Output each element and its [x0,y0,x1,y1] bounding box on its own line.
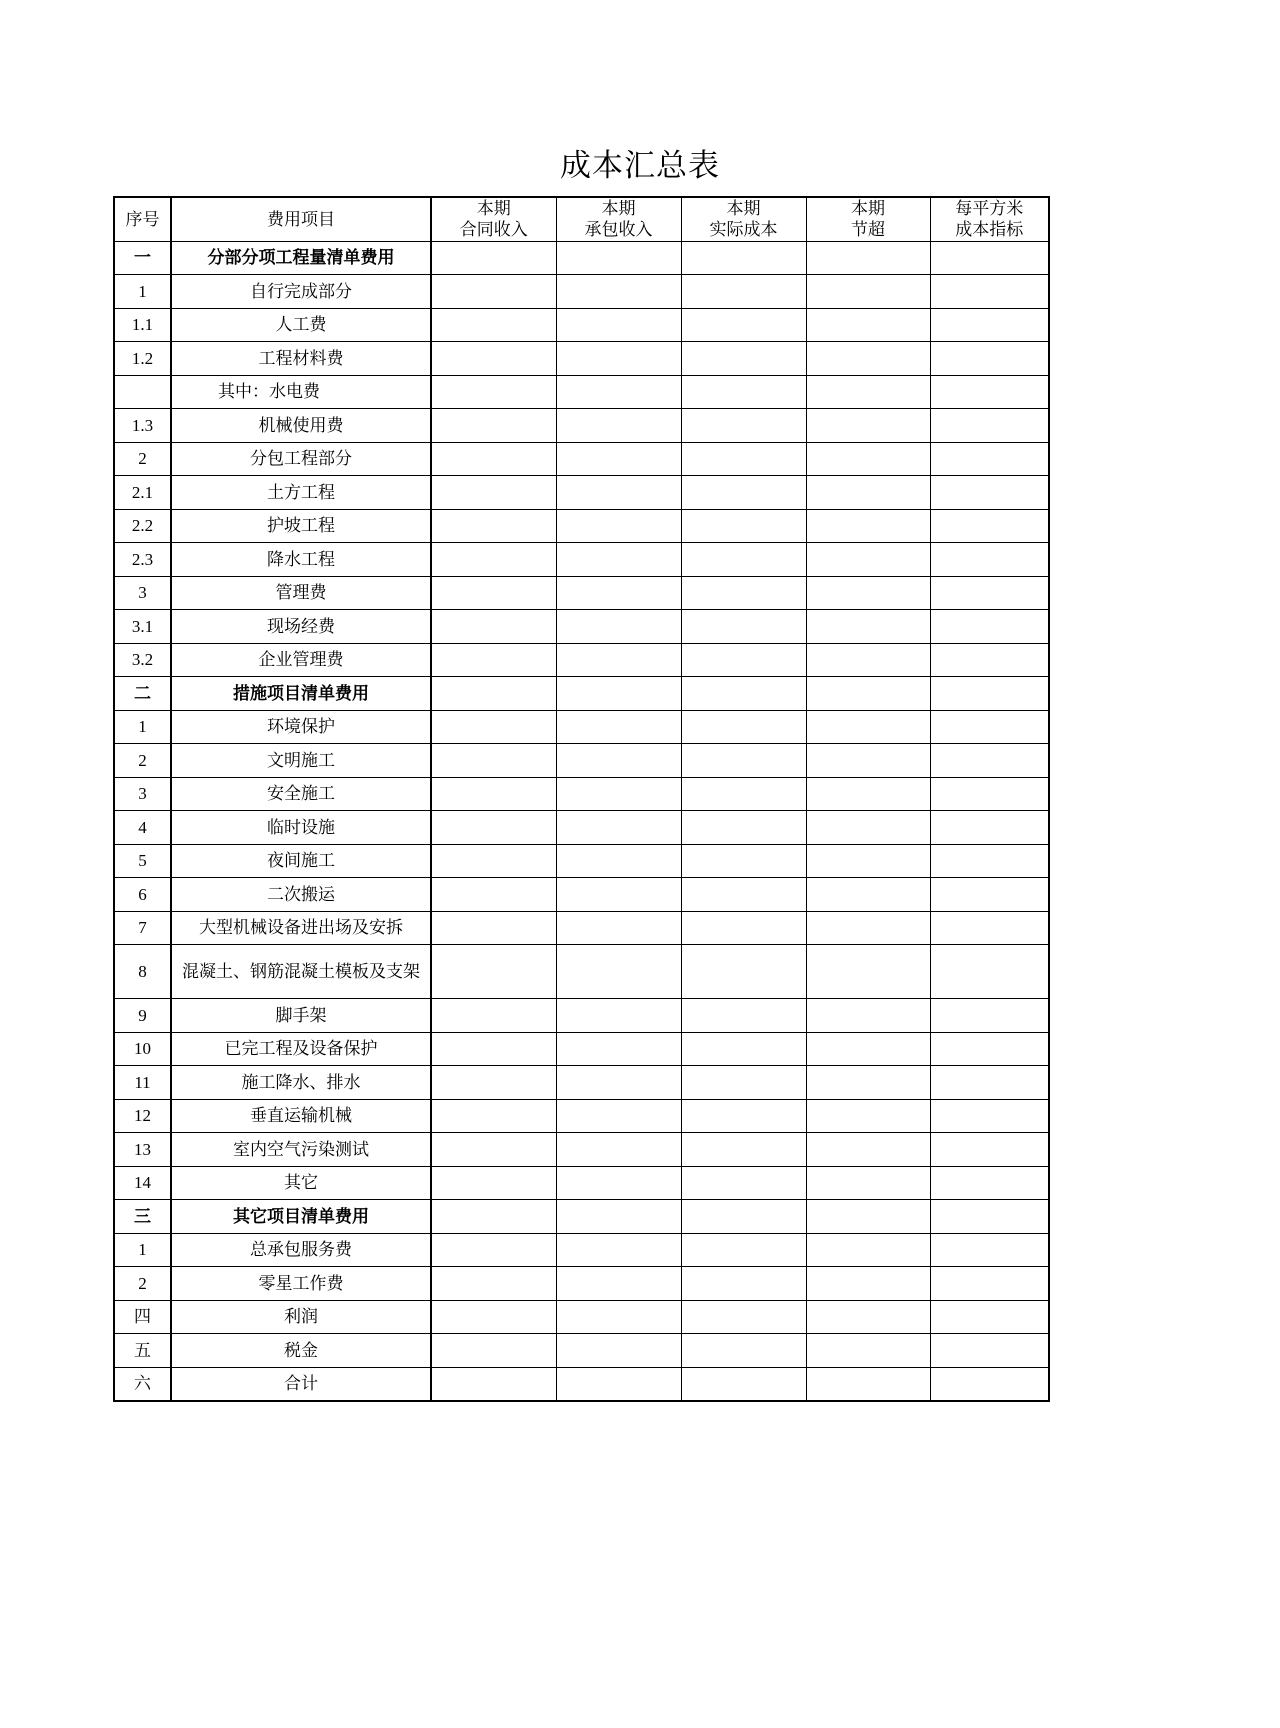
cell-contract_rev[interactable] [431,308,556,342]
cell-contract_rev[interactable] [431,1032,556,1066]
cell-subcon_rev[interactable] [556,1133,681,1167]
table-row [114,777,1049,811]
cell-per_sqm[interactable] [930,610,1049,644]
cell-actual_cost[interactable] [681,610,806,644]
table-header-row [114,197,1049,241]
cell-per_sqm[interactable] [930,1334,1049,1368]
cell-per_sqm[interactable] [930,1032,1049,1066]
cell-variance[interactable] [806,777,930,811]
row-item-name: 大型机械设备进出场及安拆 [171,911,431,945]
cell-variance[interactable] [806,945,930,999]
cell-contract_rev[interactable] [431,576,556,610]
cell-actual_cost[interactable] [681,710,806,744]
cell-contract_rev[interactable] [431,1099,556,1133]
cell-per_sqm[interactable] [930,442,1049,476]
cell-actual_cost[interactable] [681,375,806,409]
row-item-name: 夜间施工 [171,844,431,878]
column-header-line: 本期 [601,199,636,218]
cell-subcon_rev[interactable] [556,308,681,342]
table-row [114,744,1049,778]
table-body [114,241,1049,1401]
cell-actual_cost[interactable] [681,308,806,342]
cell-variance[interactable] [806,610,930,644]
cell-actual_cost[interactable] [681,476,806,510]
cell-contract_rev[interactable] [431,811,556,845]
cell-per_sqm[interactable] [930,677,1049,711]
cell-subcon_rev[interactable] [556,677,681,711]
cell-per_sqm[interactable] [930,710,1049,744]
cell-variance[interactable] [806,476,930,510]
table-row [114,1200,1049,1234]
cell-variance[interactable] [806,911,930,945]
row-item-name: 施工降水、排水 [171,1066,431,1100]
cell-variance[interactable] [806,375,930,409]
row-sequence-number: 9 [114,999,171,1033]
cell-variance[interactable] [806,543,930,577]
cell-actual_cost[interactable] [681,744,806,778]
cell-actual_cost[interactable] [681,1200,806,1234]
cell-contract_rev[interactable] [431,844,556,878]
row-item-name: 人工费 [171,308,431,342]
table-row [114,1099,1049,1133]
row-sequence-number: 13 [114,1133,171,1167]
row-sequence-number: 2 [114,1267,171,1301]
cell-subcon_rev[interactable] [556,509,681,543]
column-header-line: 序号 [125,209,160,229]
row-sequence-number: 3.2 [114,643,171,677]
cell-variance[interactable] [806,342,930,376]
cell-subcon_rev[interactable] [556,1099,681,1133]
cell-subcon_rev[interactable] [556,878,681,912]
column-header-line: 实际成本 [709,220,778,240]
cost-summary-table-wrapper [113,196,1048,1402]
cell-per_sqm[interactable] [930,1367,1049,1401]
table-row [114,911,1049,945]
table-row [114,610,1049,644]
cell-subcon_rev[interactable] [556,643,681,677]
column-header-subcon_rev [556,197,681,241]
row-sequence-number: 11 [114,1066,171,1100]
cell-actual_cost[interactable] [681,677,806,711]
cell-contract_rev[interactable] [431,643,556,677]
table-row [114,844,1049,878]
row-item-name: 脚手架 [171,999,431,1033]
table-row [114,999,1049,1033]
row-sequence-number: 1 [114,710,171,744]
cell-variance[interactable] [806,1300,930,1334]
row-sequence-number: 2.1 [114,476,171,510]
table-row [114,375,1049,409]
cell-subcon_rev[interactable] [556,543,681,577]
cell-subcon_rev[interactable] [556,241,681,275]
cell-subcon_rev[interactable] [556,576,681,610]
cell-per_sqm[interactable] [930,643,1049,677]
row-item-name: 已完工程及设备保护 [171,1032,431,1066]
row-sequence-number: 1 [114,275,171,309]
row-item-name: 其它项目清单费用 [171,1200,431,1234]
cell-per_sqm[interactable] [930,1066,1049,1100]
table-row [114,1334,1049,1368]
cell-subcon_rev[interactable] [556,844,681,878]
cell-subcon_rev[interactable] [556,442,681,476]
cell-subcon_rev[interactable] [556,409,681,443]
cell-per_sqm[interactable] [930,1267,1049,1301]
table-row [114,543,1049,577]
cell-subcon_rev[interactable] [556,811,681,845]
cell-variance[interactable] [806,1166,930,1200]
row-sequence-number: 8 [114,945,171,999]
row-sequence-number: 3.1 [114,610,171,644]
cell-per_sqm[interactable] [930,509,1049,543]
row-item-name: 企业管理费 [171,643,431,677]
column-header-line: 本期 [476,199,511,218]
table-row [114,576,1049,610]
cell-actual_cost[interactable] [681,509,806,543]
cell-actual_cost[interactable] [681,543,806,577]
table-row [114,710,1049,744]
row-sequence-number: 3 [114,777,171,811]
column-header-item [171,197,431,241]
table-row [114,1166,1049,1200]
cell-subcon_rev[interactable] [556,342,681,376]
cell-variance[interactable] [806,1200,930,1234]
cell-actual_cost[interactable] [681,1099,806,1133]
cell-actual_cost[interactable] [681,1334,806,1368]
row-item-name: 垂直运输机械 [171,1099,431,1133]
cell-variance[interactable] [806,1367,930,1401]
cell-actual_cost[interactable] [681,1032,806,1066]
row-sequence-number: 3 [114,576,171,610]
table-row [114,1233,1049,1267]
cell-actual_cost[interactable] [681,1367,806,1401]
cell-per_sqm[interactable] [930,945,1049,999]
cell-variance[interactable] [806,1334,930,1368]
table-row [114,275,1049,309]
cell-contract_rev[interactable] [431,509,556,543]
row-sequence-number: 1.3 [114,409,171,443]
cell-contract_rev[interactable] [431,610,556,644]
row-sequence-number: 2.2 [114,509,171,543]
cell-variance[interactable] [806,643,930,677]
cell-contract_rev[interactable] [431,744,556,778]
row-sequence-number: 6 [114,878,171,912]
cell-subcon_rev[interactable] [556,710,681,744]
cell-contract_rev[interactable] [431,1334,556,1368]
row-item-name: 其它 [171,1166,431,1200]
table-row [114,811,1049,845]
cell-contract_rev[interactable] [431,911,556,945]
column-header-line: 每平方米 [955,199,1024,218]
row-item-name: 其中：水电费 [171,375,431,409]
row-sequence-number: 2 [114,442,171,476]
table-header [114,197,1049,241]
row-item-name: 室内空气污染测试 [171,1133,431,1167]
cell-per_sqm[interactable] [930,1166,1049,1200]
cell-actual_cost[interactable] [681,844,806,878]
column-header-line: 合同收入 [459,220,528,240]
cell-contract_rev[interactable] [431,442,556,476]
table-row [114,342,1049,376]
row-sequence-number: 四 [114,1300,171,1334]
cell-subcon_rev[interactable] [556,777,681,811]
row-sequence-number: 2 [114,744,171,778]
cell-contract_rev[interactable] [431,476,556,510]
cell-contract_rev[interactable] [431,945,556,999]
cell-actual_cost[interactable] [681,945,806,999]
row-item-name: 文明施工 [171,744,431,778]
column-header-variance [806,197,930,241]
table-row [114,308,1049,342]
cell-variance[interactable] [806,576,930,610]
row-sequence-number: 1 [114,1233,171,1267]
cell-per_sqm[interactable] [930,1133,1049,1167]
cell-variance[interactable] [806,1066,930,1100]
cell-per_sqm[interactable] [930,476,1049,510]
cell-actual_cost[interactable] [681,911,806,945]
cell-variance[interactable] [806,1267,930,1301]
column-header-line: 本期 [726,199,761,218]
cell-actual_cost[interactable] [681,442,806,476]
row-sequence-number: 10 [114,1032,171,1066]
cell-actual_cost[interactable] [681,878,806,912]
cell-per_sqm[interactable] [930,1099,1049,1133]
cell-variance[interactable] [806,409,930,443]
cell-subcon_rev[interactable] [556,1200,681,1234]
cell-variance[interactable] [806,1099,930,1133]
cell-contract_rev[interactable] [431,1066,556,1100]
cell-subcon_rev[interactable] [556,1267,681,1301]
table-row [114,409,1049,443]
row-item-name: 环境保护 [171,710,431,744]
cell-actual_cost[interactable] [681,1267,806,1301]
cell-per_sqm[interactable] [930,241,1049,275]
cell-variance[interactable] [806,710,930,744]
cell-per_sqm[interactable] [930,409,1049,443]
cell-actual_cost[interactable] [681,1066,806,1100]
cell-variance[interactable] [806,308,930,342]
cell-contract_rev[interactable] [431,710,556,744]
cell-per_sqm[interactable] [930,1300,1049,1334]
row-sequence-number: 4 [114,811,171,845]
cell-variance[interactable] [806,241,930,275]
row-sequence-number: 五 [114,1334,171,1368]
row-item-name: 分包工程部分 [171,442,431,476]
row-item-name: 分部分项工程量清单费用 [171,241,431,275]
cell-per_sqm[interactable] [930,878,1049,912]
row-item-name: 安全施工 [171,777,431,811]
cell-subcon_rev[interactable] [556,1233,681,1267]
cost-summary-table [113,196,1050,1402]
row-item-name: 自行完成部分 [171,275,431,309]
cell-per_sqm[interactable] [930,1233,1049,1267]
cell-per_sqm[interactable] [930,342,1049,376]
cell-per_sqm[interactable] [930,1200,1049,1234]
row-sequence-number: 二 [114,677,171,711]
column-header-seq [114,197,171,241]
cell-contract_rev[interactable] [431,409,556,443]
cell-subcon_rev[interactable] [556,945,681,999]
column-header-actual_cost [681,197,806,241]
table-row [114,1300,1049,1334]
cell-actual_cost[interactable] [681,777,806,811]
cell-actual_cost[interactable] [681,576,806,610]
cell-variance[interactable] [806,999,930,1033]
cell-contract_rev[interactable] [431,543,556,577]
cell-per_sqm[interactable] [930,999,1049,1033]
cell-variance[interactable] [806,844,930,878]
cell-contract_rev[interactable] [431,777,556,811]
cell-contract_rev[interactable] [431,241,556,275]
row-sequence-number: 三 [114,1200,171,1234]
cell-variance[interactable] [806,1133,930,1167]
row-item-name: 工程材料费 [171,342,431,376]
cell-per_sqm[interactable] [930,777,1049,811]
row-item-name: 降水工程 [171,543,431,577]
row-item-name: 管理费 [171,576,431,610]
cell-contract_rev[interactable] [431,1233,556,1267]
cell-per_sqm[interactable] [930,811,1049,845]
cell-subcon_rev[interactable] [556,275,681,309]
table-row [114,442,1049,476]
cell-contract_rev[interactable] [431,999,556,1033]
row-item-name: 利润 [171,1300,431,1334]
cell-per_sqm[interactable] [930,844,1049,878]
cell-variance[interactable] [806,878,930,912]
cell-actual_cost[interactable] [681,1233,806,1267]
cell-per_sqm[interactable] [930,911,1049,945]
row-sequence-number: 1.1 [114,308,171,342]
column-header-line: 本期 [851,199,885,218]
cell-contract_rev[interactable] [431,677,556,711]
cell-contract_rev[interactable] [431,878,556,912]
cell-actual_cost[interactable] [681,999,806,1033]
row-item-name: 机械使用费 [171,409,431,443]
table-row [114,1267,1049,1301]
cell-contract_rev[interactable] [431,342,556,376]
cell-actual_cost[interactable] [681,1133,806,1167]
cell-subcon_rev[interactable] [556,999,681,1033]
table-row [114,677,1049,711]
cell-contract_rev[interactable] [431,1166,556,1200]
cell-subcon_rev[interactable] [556,1300,681,1334]
column-header-line: 承包收入 [584,220,653,240]
cell-contract_rev[interactable] [431,1267,556,1301]
cell-subcon_rev[interactable] [556,1166,681,1200]
cell-subcon_rev[interactable] [556,476,681,510]
cell-actual_cost[interactable] [681,409,806,443]
cell-per_sqm[interactable] [930,308,1049,342]
cell-subcon_rev[interactable] [556,1066,681,1100]
column-header-line: 成本指标 [955,220,1024,240]
row-item-name: 护坡工程 [171,509,431,543]
row-sequence-number: 12 [114,1099,171,1133]
cell-per_sqm[interactable] [930,275,1049,309]
cell-contract_rev[interactable] [431,1367,556,1401]
page-title: 成本汇总表 [560,148,720,183]
cell-variance[interactable] [806,1032,930,1066]
cell-subcon_rev[interactable] [556,610,681,644]
row-sequence-number: 5 [114,844,171,878]
table-row [114,643,1049,677]
row-item-name: 合计 [171,1367,431,1401]
cell-variance[interactable] [806,442,930,476]
row-sequence-number: 1.2 [114,342,171,376]
table-row [114,1133,1049,1167]
column-header-contract_rev [431,197,556,241]
cell-variance[interactable] [806,811,930,845]
cell-actual_cost[interactable] [681,1300,806,1334]
cell-contract_rev[interactable] [431,1300,556,1334]
table-row [114,1032,1049,1066]
cell-subcon_rev[interactable] [556,744,681,778]
cell-actual_cost[interactable] [681,275,806,309]
cell-variance[interactable] [806,744,930,778]
cell-subcon_rev[interactable] [556,1032,681,1066]
row-sequence-number: 2.3 [114,543,171,577]
cell-subcon_rev[interactable] [556,375,681,409]
table-row [114,476,1049,510]
cell-variance[interactable] [806,1233,930,1267]
row-sequence-number: 7 [114,911,171,945]
row-sequence-number: 六 [114,1367,171,1401]
row-sequence-number [114,375,171,409]
column-header-per_sqm [930,197,1049,241]
table-row [114,1367,1049,1401]
cell-per_sqm[interactable] [930,543,1049,577]
cell-actual_cost[interactable] [681,1166,806,1200]
cell-subcon_rev[interactable] [556,911,681,945]
cell-variance[interactable] [806,677,930,711]
row-item-name: 总承包服务费 [171,1233,431,1267]
row-item-name: 现场经费 [171,610,431,644]
cell-per_sqm[interactable] [930,744,1049,778]
table-row [114,878,1049,912]
cell-contract_rev[interactable] [431,1133,556,1167]
row-sequence-number: 14 [114,1166,171,1200]
cell-actual_cost[interactable] [681,643,806,677]
column-header-line: 费用项目 [267,209,335,229]
table-row [114,1066,1049,1100]
row-item-name: 措施项目清单费用 [171,677,431,711]
table-row [114,241,1049,275]
column-header-line: 节超 [851,220,885,240]
cell-contract_rev[interactable] [431,1200,556,1234]
row-item-name: 税金 [171,1334,431,1368]
table-row [114,509,1049,543]
cell-actual_cost[interactable] [681,241,806,275]
row-item-name: 土方工程 [171,476,431,510]
cell-variance[interactable] [806,509,930,543]
row-item-name: 混凝土、钢筋混凝土模板及支架 [171,945,431,999]
cell-contract_rev[interactable] [431,375,556,409]
cell-contract_rev[interactable] [431,275,556,309]
cell-actual_cost[interactable] [681,811,806,845]
cell-per_sqm[interactable] [930,375,1049,409]
cell-actual_cost[interactable] [681,342,806,376]
row-item-name: 零星工作费 [171,1267,431,1301]
cell-subcon_rev[interactable] [556,1367,681,1401]
cell-subcon_rev[interactable] [556,1334,681,1368]
cell-variance[interactable] [806,275,930,309]
cell-per_sqm[interactable] [930,576,1049,610]
row-sequence-number: 一 [114,241,171,275]
table-row [114,945,1049,999]
row-item-name: 临时设施 [171,811,431,845]
row-item-name: 二次搬运 [171,878,431,912]
